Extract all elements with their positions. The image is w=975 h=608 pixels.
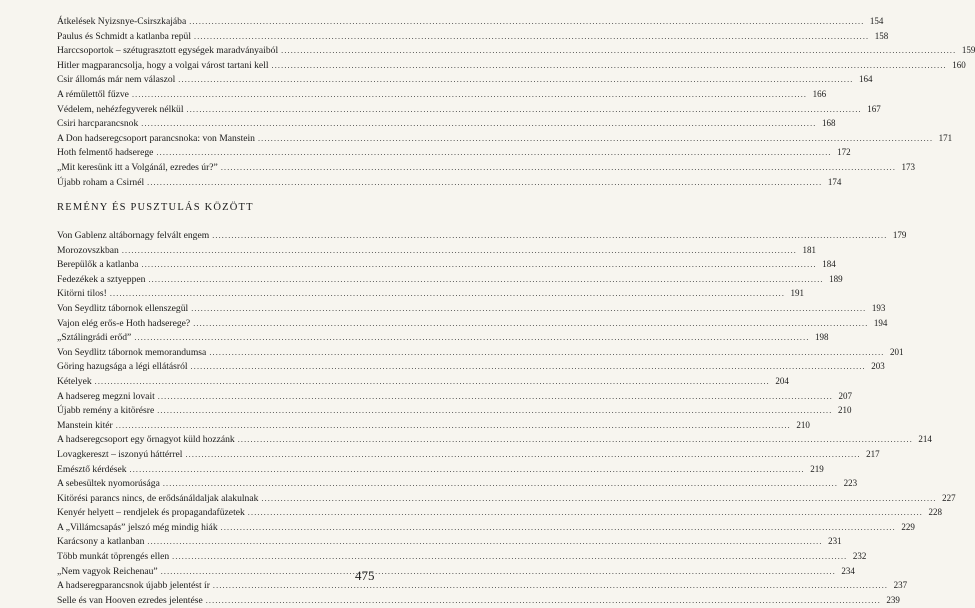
toc-entry [57,175,842,190]
dot-leader [258,132,933,147]
dot-leader [185,448,860,463]
toc-entry [57,243,817,258]
toc-entry-page: 219 [810,463,824,474]
toc-entry-title: „Nem vagyok Reichenau” [57,565,158,577]
dot-leader [206,594,881,608]
dot-leader [187,103,862,118]
toc-entry [57,72,873,87]
dot-leader [193,317,868,332]
dot-leader [191,360,866,375]
toc-entry-title: Lovagkereszt – iszonyú háttérrel [57,448,183,460]
toc-entry-title: Újabb remény a kitörésre [57,405,155,417]
toc-entry-title: Csir állomás már nem válaszol [57,74,176,86]
toc-entry-title: „Mit keresünk itt a Volgánál, ezredes úr?” [57,161,218,173]
dot-leader [189,15,864,30]
toc-entry-page: 201 [890,346,904,357]
toc-entry-title: Berepülők a katlanba [57,259,139,271]
toc-entry [57,286,805,301]
toc-entry-page: 193 [871,302,886,313]
dot-leader [116,419,791,434]
toc-entry-title: Göring hazugsága a légi ellátásról [57,361,188,373]
toc-entry-page: 181 [802,244,817,255]
dot-leader [281,44,956,59]
toc-entry [57,228,907,243]
toc-entry-title: Selle és van Hooven ezredes jelentése [57,594,203,606]
dot-leader [157,404,832,419]
toc-entry-page: 160 [952,59,966,70]
toc-entry [57,29,889,44]
toc-entry [57,564,855,579]
toc-entry-page: 227 [942,492,956,503]
toc-entry-title: Von Seydlitz tábornok ellenszegül [57,302,189,314]
toc-entry-title: Átkelések Nyizsnye-Csirszkajába [57,16,187,27]
dot-leader [261,492,936,507]
toc-entry-title: A Don hadseregcsoport parancsnoka: von Manstein [57,132,255,144]
dot-leader [272,59,947,74]
toc-entry-page: 214 [918,434,932,445]
toc-entry-page: 231 [828,536,842,547]
toc-entry-page: 198 [815,332,829,343]
dot-leader [147,176,822,191]
toc-entry-title: A „Villámcsapás” jelszó még mindig hiák [57,521,218,533]
dot-leader [156,146,831,161]
toc-entry-title: Csiri harcparancsnok [57,118,139,130]
toc-entry-page: 234 [841,565,855,576]
dot-leader [238,433,913,448]
toc-entry [57,359,885,374]
toc-entry [57,131,953,146]
toc-entry [57,403,852,418]
page-number: 475 [355,568,375,583]
dot-leader [130,463,805,478]
toc-entry-title: A hadseregparancsnok újabb jelentést ír [57,580,210,592]
toc-entry-title: Emésztő kérdések [57,463,127,475]
dot-leader [191,302,866,317]
toc-entry-title: Hoth felmentő hadserege [57,147,154,159]
dot-leader [142,258,817,273]
toc-entry-title: Karácsony a katlanban [57,536,145,548]
dot-leader [158,390,833,405]
toc-entry-title: Hitler magparancsolja, hogy a volgai várost tartani kell [57,59,269,71]
dot-leader [147,535,822,550]
toc-entry [57,374,789,389]
toc-entry-title: Manstein kitér [57,419,113,431]
toc-entry-title: Kitörési parancs nincs, de erődsánáldaljak alakulnak [57,492,259,504]
toc-entry [57,257,836,272]
toc-entry-page: 179 [892,230,907,240]
dot-leader [161,565,836,580]
toc-entry-title: Kenyér helyett – rendjelek és propagandafüzetek [57,507,245,519]
toc-entry-page: 203 [871,361,885,372]
toc-entry-title: Újabb roham a Csirnél [57,176,145,188]
dot-leader [221,161,896,176]
toc-entry-page: 166 [812,88,827,99]
toc-entry-title: Von Gablenz altábornagy felvált engem [57,230,210,241]
toc-entry [57,593,900,608]
dot-leader [178,73,853,88]
toc-entry-title: Vajon elég erős-e Hoth hadserege? [57,317,191,329]
dot-leader [194,30,869,45]
toc-entry-title: Paulus és Schmidt a katlanba repül [57,30,192,42]
toc-entry [57,58,966,73]
toc-entry-title: Von Seydlitz tábornok memorandumsa [57,346,207,358]
toc-entry-page: 172 [837,147,851,158]
toc-list-top [57,14,975,189]
toc-entry-page: 232 [852,551,867,562]
toc-entry [57,316,888,331]
toc-entry [57,462,824,477]
toc-entry [57,491,956,506]
toc-entry-page: 173 [901,161,916,172]
toc-entry-page: 159 [961,45,975,56]
toc-entry [57,301,886,316]
toc-entry [57,14,884,29]
toc-entry-title: A rémülettől fűzve [57,88,129,100]
dot-leader [213,579,888,594]
dot-leader [110,287,785,302]
toc-entry-page: 210 [796,419,810,430]
toc-entry-page: 204 [775,375,789,386]
toc-entry-page: 223 [843,478,858,489]
dot-leader [132,88,807,103]
toc-entry [57,549,867,564]
toc-entry [57,534,842,549]
toc-entry-page: 167 [867,103,881,114]
toc-entry-title: A sebesültek nyomorúsága [57,478,160,490]
toc-entry [57,345,904,360]
toc-entry-page: 174 [827,176,842,187]
toc-entry-title: A hadseregcsoport egy őrnagyot küld hozzánk [57,434,235,446]
toc-entry [57,330,829,345]
toc-list-bottom [57,228,956,607]
toc-entry [57,520,915,535]
toc-entry-page: 217 [866,448,880,459]
toc-entry [57,116,836,131]
toc-entry-title: Kitörni tilos! [57,288,107,300]
dot-leader [163,477,838,492]
dot-leader [95,375,770,390]
toc-entry [57,389,852,404]
dot-leader [209,346,884,361]
dot-leader [141,117,816,132]
toc-entry [57,432,932,447]
toc-entry [57,578,908,593]
toc-entry-page: 237 [893,580,908,591]
dot-leader [248,506,923,521]
toc-entry [57,476,858,491]
dot-leader [221,521,896,536]
section-heading: REMÉNY ÉS PUSZTULÁS KÖZÖTT [57,202,254,213]
toc-entry [57,145,851,160]
toc-entry-page: 228 [928,507,942,518]
toc-entry-title: Harccsoportok – szétugrasztott egységek maradványaiból [57,45,279,57]
toc-entry-page: 229 [901,521,915,532]
toc-entry-title: Morozovszkban [57,244,119,256]
dot-leader [148,273,823,288]
dot-leader [212,229,887,244]
toc-entry [57,102,881,117]
toc-entry-page: 239 [886,594,900,605]
toc-entry-title: Fedezékek a sztyeppen [57,273,146,285]
toc-entry-title: Kételyek [57,375,92,387]
dot-leader [122,244,797,259]
toc-entry-title: Védelem, nehézfegyverek nélkül [57,103,184,115]
toc-entry [57,272,843,287]
toc-entry-title: A hadsereg megzni lovait [57,390,155,402]
toc-entry-page: 168 [821,118,836,129]
toc-entry-page: 154 [869,16,884,26]
toc-entry-page: 194 [873,317,888,328]
dot-leader [172,550,847,565]
toc-entry [57,447,880,462]
toc-entry-page: 164 [859,74,873,85]
toc-entry [57,160,916,175]
toc-entry-title: Több munkát töprengés ellen [57,551,170,563]
toc-entry [57,418,810,433]
dot-leader [134,331,809,346]
toc-entry [57,87,827,102]
toc-entry-title: „Sztálingrádi erőd” [57,332,132,344]
toc-entry-page: 207 [838,390,852,401]
toc-entry [57,505,942,520]
toc-entry-page: 191 [790,288,805,299]
toc-entry-page: 210 [837,405,852,416]
toc-entry-page: 158 [874,30,889,41]
toc-entry-page: 189 [829,273,843,284]
toc-entry-page: 184 [822,259,836,270]
toc-entry-page: 171 [938,132,953,143]
toc-entry [57,43,975,58]
